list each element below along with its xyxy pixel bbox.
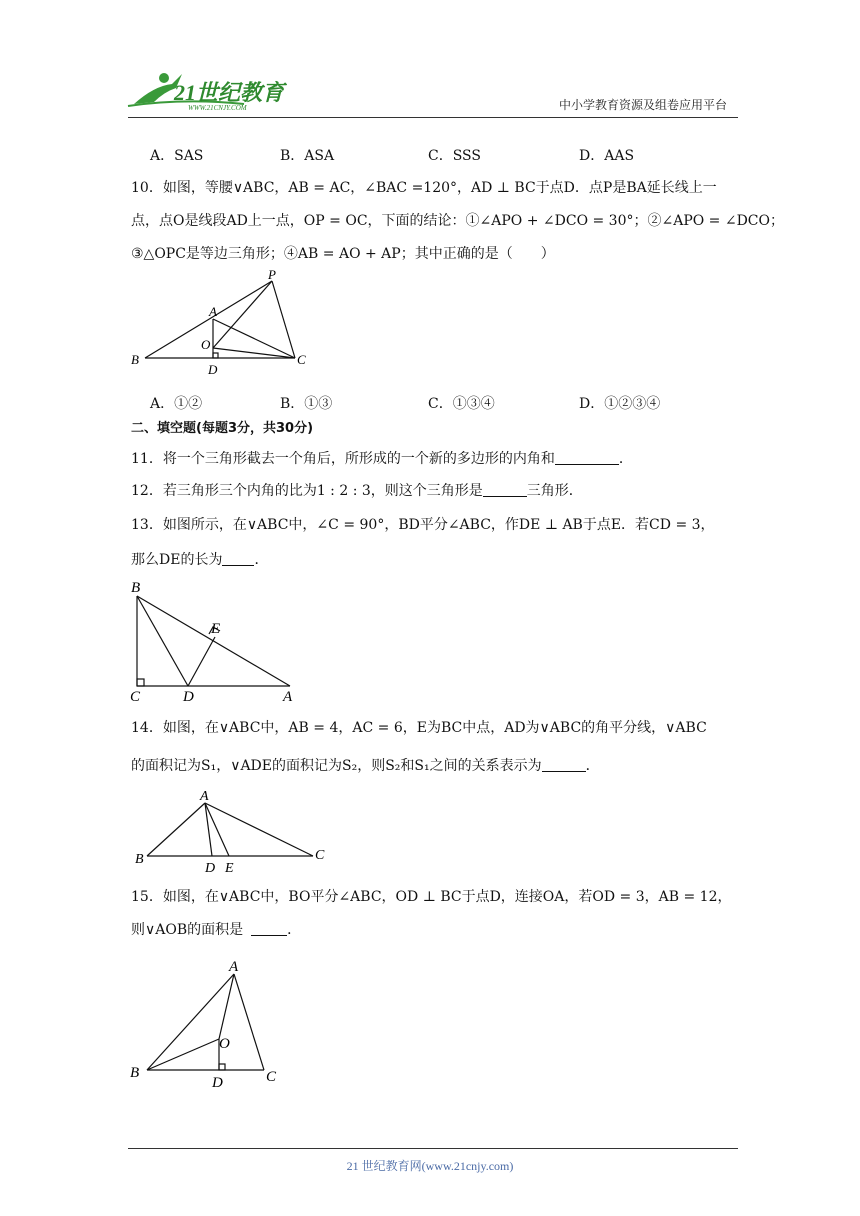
- q15-segment-ac: [234, 974, 264, 1070]
- q9-option-a: A．SAS: [150, 148, 204, 164]
- q12-tail: 三角形．: [526, 483, 583, 499]
- q10-option-c: C．①③④: [428, 396, 495, 412]
- q12-text: 12．若三角形三个内角的比为1 : 2 : 3，则这个三角形是: [131, 483, 483, 499]
- q10-label-b: B: [131, 352, 139, 367]
- q13-figure: [125, 576, 315, 706]
- q14-figure: [125, 786, 335, 878]
- section2-title: 二、填空题(每题3分，共30分): [131, 421, 314, 436]
- q13-segment-bd: [137, 596, 188, 686]
- q14-label-a: A: [200, 789, 209, 804]
- q11-blank: [555, 452, 619, 465]
- q11: [131, 450, 633, 468]
- q13-label-e: E: [211, 621, 221, 637]
- q15-label-b: B: [130, 1065, 140, 1081]
- q13-blank: [222, 553, 254, 566]
- q13-line2-wrap: [131, 551, 268, 569]
- q10-option-d: D．①②③④: [579, 396, 661, 412]
- q10-figure: [125, 270, 325, 380]
- svg-text:WWW.21CNJY.COM: WWW.21CNJY.COM: [188, 104, 247, 112]
- q10-right-angle-mark: [213, 353, 218, 358]
- q10-segment-ac: [213, 319, 295, 358]
- footer-divider: [128, 1148, 738, 1149]
- q14-label-b: B: [135, 852, 144, 867]
- q15-label-d: D: [212, 1075, 223, 1091]
- q9-option-d: D．AAS: [579, 148, 635, 164]
- q9-option-c: C．SSS: [428, 148, 481, 164]
- q14-segment-ab: [147, 803, 205, 856]
- logo-runner-icon: [124, 68, 294, 112]
- q10-line3: ③△OPC是等边三角形；④AB = AO + AP；其中正确的是（ ）: [131, 246, 555, 262]
- svg-text:21世纪教育: 21世纪教育: [174, 80, 285, 105]
- q15-label-c: C: [266, 1069, 277, 1085]
- q10-label-o: O: [201, 337, 211, 352]
- q14-label-e: E: [225, 861, 234, 876]
- q15-figure: [125, 953, 295, 1095]
- q13-label-d: D: [183, 689, 194, 705]
- q13-label-c: C: [130, 689, 141, 705]
- q14-label-d: D: [205, 861, 216, 876]
- q15-line2: 则∨AOB的面积是: [131, 922, 244, 938]
- q13-label-b: B: [131, 580, 141, 596]
- q10-option-b: B．①③: [280, 396, 333, 412]
- q15-line1: 15．如图，在∨ABC中，BO平分∠ABC，OD ⊥ BC于点D，连接OA，若OD = 3，AB = 12，: [131, 889, 732, 905]
- q15-label-a: A: [229, 959, 239, 975]
- q13-segment-de: [188, 637, 215, 686]
- q15-segment-ab: [147, 974, 234, 1070]
- q15-line2-wrap: [131, 921, 301, 939]
- q15-right-angle-d: [219, 1064, 225, 1070]
- q10-option-a: A．①②: [150, 396, 203, 412]
- q10-label-a: A: [209, 304, 217, 319]
- q10-line1: 10．如图，等腰∨ABC，AB = AC，∠BAC =120°，AD ⊥ BC于点D．点P是BA延长线上一: [131, 180, 717, 196]
- q10-label-p: P: [268, 270, 276, 282]
- q15-blank: [251, 923, 287, 936]
- site-logo: [124, 68, 294, 116]
- q10-segment-pc: [272, 281, 295, 358]
- q15-label-o: O: [219, 1036, 230, 1052]
- q11-tail: ．: [618, 451, 633, 467]
- q14-segment-ac: [205, 803, 313, 856]
- q15-segment-ao: [219, 974, 234, 1039]
- q14-line1: 14．如图，在∨ABC中，AB = 4，AC = 6，E为BC中点，AD为∨ABC的角平分线，∨ABC: [131, 720, 707, 736]
- q14-blank: [542, 759, 586, 772]
- q13-label-a: A: [283, 689, 293, 705]
- q14-label-c: C: [315, 848, 325, 863]
- q14-line2: 的面积记为S₁，∨ADE的面积记为S₂，则S₂和S₁之间的关系表示为: [131, 758, 542, 774]
- q11-text: 11．将一个三角形截去一个角后，所形成的一个新的多边形的内角和: [131, 451, 555, 467]
- q13-right-angle-c: [137, 679, 144, 686]
- q13-tail: ．: [254, 552, 269, 568]
- q10-segment-oc: [213, 348, 295, 358]
- header-platform-text: 中小学教育资源及组卷应用平台: [558, 98, 727, 112]
- q13-segment-ba: [137, 596, 290, 686]
- q15-segment-bo: [147, 1039, 219, 1070]
- q10-line2: 点，点O是线段AD上一点，OP = OC，下面的结论：①∠APO + ∠DCO = 30°；②∠APO = ∠DCO；: [131, 213, 785, 229]
- footer-link[interactable]: 21 世纪教育网(www.21cnjy.com): [346, 1159, 514, 1173]
- q10-label-c: C: [297, 352, 306, 367]
- q12: [131, 482, 583, 500]
- q13-line2: 那么DE的长为: [131, 552, 223, 568]
- header-divider: [128, 117, 738, 118]
- q14-tail: ．: [585, 758, 600, 774]
- q9-option-b: B．ASA: [280, 148, 335, 164]
- q10-label-d: D: [208, 362, 218, 377]
- q10-segment-op: [213, 281, 272, 348]
- q15-tail: ．: [287, 922, 302, 938]
- q12-blank: [483, 484, 527, 497]
- q13-line1: 13．如图所示，在∨ABC中，∠C = 90°，BD平分∠ABC，作DE ⊥ AB于点E．若CD = 3，: [131, 517, 715, 533]
- q14-line2-wrap: [131, 757, 600, 775]
